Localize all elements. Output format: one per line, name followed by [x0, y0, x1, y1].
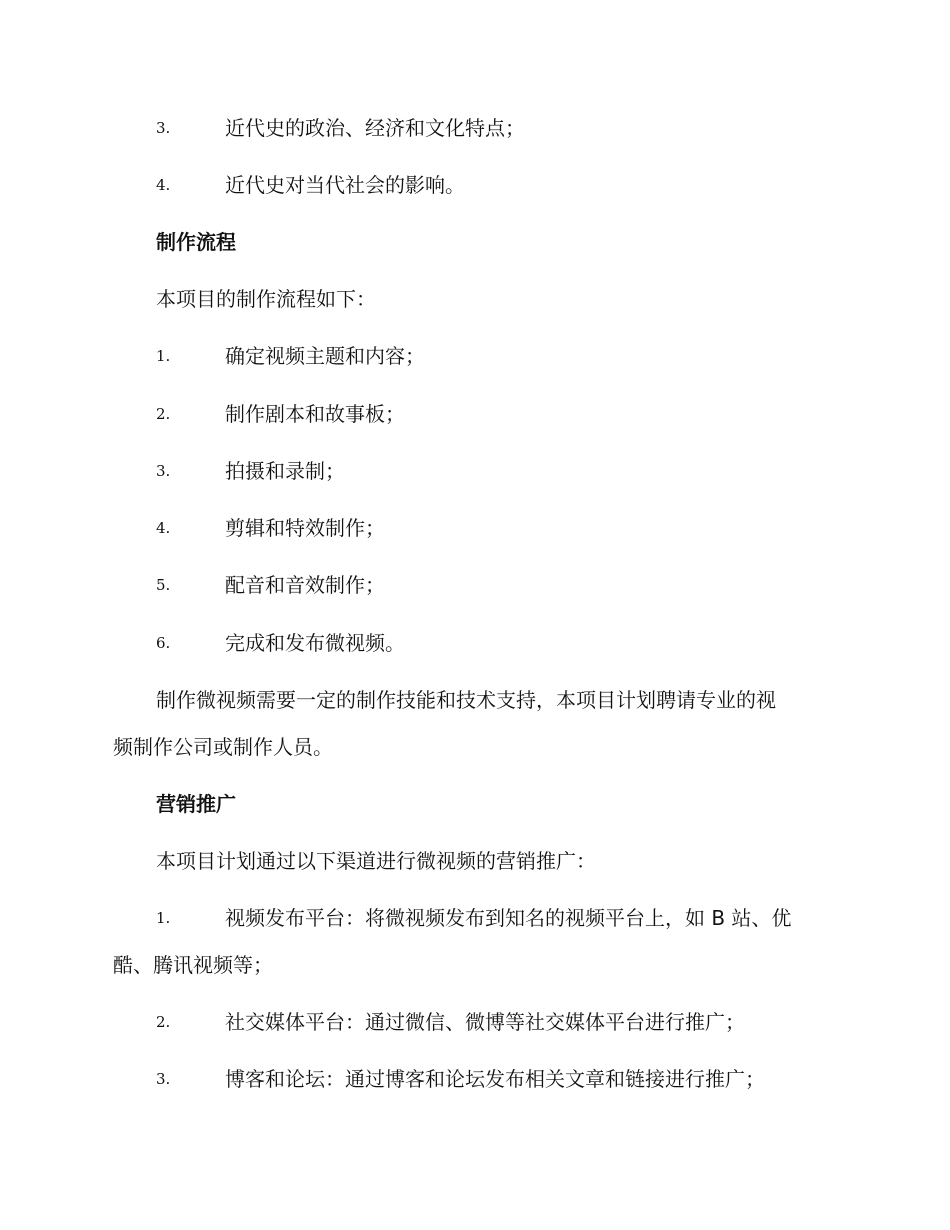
- paragraph-text: 本项目的制作流程如下：: [156, 287, 376, 311]
- list-text: 社交媒体平台：通过微信、微博等社交媒体平台进行推广；: [225, 1010, 745, 1034]
- list-text: 近代史对当代社会的影响。: [225, 173, 465, 197]
- list-number: 4.: [156, 176, 171, 194]
- paragraph-text: 本项目计划通过以下渠道进行微视频的营销推广：: [156, 849, 596, 873]
- list-number: 5.: [156, 576, 171, 594]
- list-number: 3.: [156, 462, 171, 480]
- list-number: 3.: [156, 1070, 171, 1088]
- list-text: 制作剧本和故事板；: [225, 402, 405, 426]
- paragraph-text-line1: 制作微视频需要一定的制作技能和技术支持，本项目计划聘请专业的视: [156, 688, 776, 712]
- paragraph-note-continued: [113, 719, 838, 776]
- list-number: 2.: [156, 1013, 171, 1031]
- list-number: 1.: [156, 909, 171, 927]
- list-text-line2: 酷、腾讯视频等；: [113, 953, 273, 977]
- list-text: 剪辑和特效制作；: [225, 516, 385, 540]
- list-text: 拍摄和录制；: [225, 459, 345, 483]
- list-number: 2.: [156, 405, 171, 423]
- list-text: 完成和发布微视频。: [225, 631, 405, 655]
- list-text: 近代史的政治、经济和文化特点；: [225, 116, 525, 140]
- list-text: 配音和音效制作；: [225, 573, 385, 597]
- section-heading-marketing: 营销推广: [156, 792, 236, 816]
- list-text: 确定视频主题和内容；: [225, 344, 425, 368]
- list-number: 4.: [156, 519, 171, 537]
- list-text-line1: 视频发布平台：将微视频发布到知名的视频平台上，如 B 站、优: [225, 906, 792, 930]
- section-heading-production: 制作流程: [156, 230, 236, 254]
- list-text: 博客和论坛：通过博客和论坛发布相关文章和链接进行推广；: [225, 1067, 765, 1091]
- paragraph-text-line2: 频制作公司或制作人员。: [113, 735, 333, 759]
- list-number: 3.: [156, 119, 171, 137]
- list-number: 6.: [156, 634, 171, 652]
- list-number: 1.: [156, 347, 171, 365]
- list-item-continued: [113, 937, 838, 994]
